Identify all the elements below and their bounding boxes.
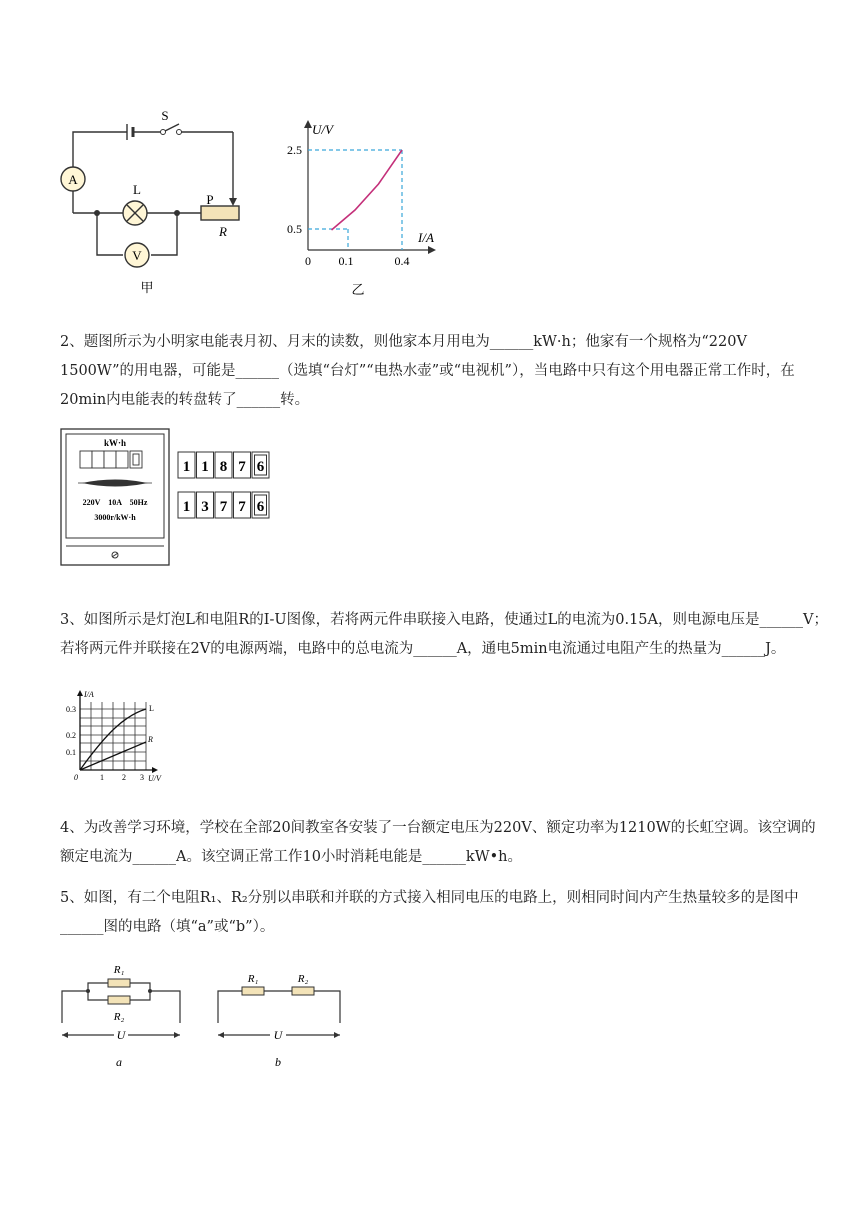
question-2 bbox=[60, 328, 830, 415]
x-tick-3-iu: 3 bbox=[140, 773, 144, 782]
rheostat-label: R bbox=[219, 224, 227, 239]
circuit-diagram-jia bbox=[55, 110, 265, 300]
r1-label-a: R₁ bbox=[113, 964, 125, 976]
caption-b: b bbox=[275, 1055, 281, 1069]
reading-end-digit: 7 bbox=[238, 499, 246, 515]
reading-start-digit: 6 bbox=[256, 459, 265, 475]
question-2-text: 2、题图所示为小明家电能表月初、月末的读数，则他家本月用电为______kW·h；他家有一个规格为“220V 1500W”的用电器，可能是______（选填“台灯”“电热水壶”或“电视机”），当电路中只有这个用电器正常工作时，在20min内电能表的转盘转了______转。 bbox=[60, 334, 795, 408]
question-3-text: 3、如图所示是灯泡L和电阻R的I-U图像，若将两元件串联接入电路，使通过L的电流为0.15A，则电源电压是______V；若将两元件并联接在2V的电源两端，电路中的总电流为______A，通电5min电流通过电阻产生的热量为______J。 bbox=[60, 612, 828, 657]
x-tick-0: 0 bbox=[305, 254, 311, 268]
y-tick-0-1: 0.1 bbox=[66, 748, 76, 757]
reading-end-digit: 7 bbox=[219, 499, 228, 515]
question-4-text: 4、为改善学习环境，学校在全部20间教室各安装了一台额定电压为220V、额定功率为1210W的长虹空调。该空调的额定电流为______A。该空调正常工作10小时消耗电能是______kW•h。 bbox=[60, 820, 816, 865]
question-5-text: 5、如图，有二个电阻R₁、R₂分别以串联和并联的方式接入相同电压的电路上，则相同时间内产生热量较多的是图中______图的电路（填“a”或“b”）。 bbox=[60, 890, 799, 935]
y-tick-0-5: 0.5 bbox=[287, 222, 302, 236]
reading-start-digit: 1 bbox=[182, 459, 191, 475]
reading-end-digit: 1 bbox=[182, 499, 191, 515]
meter-rating: 220V 10A 50Hz bbox=[82, 498, 148, 507]
question-4 bbox=[60, 814, 830, 872]
slider-label: P bbox=[206, 192, 214, 207]
x-tick-1-iu: 1 bbox=[100, 773, 104, 782]
circuit-b-series bbox=[214, 958, 344, 1070]
caption-jia: 甲 bbox=[140, 280, 154, 295]
reading-start-digit: 7 bbox=[238, 459, 246, 475]
reading-end-digit: 3 bbox=[201, 499, 209, 515]
x-tick-2-iu: 2 bbox=[122, 773, 126, 782]
y-tick-0-2: 0.2 bbox=[66, 731, 76, 740]
y-tick-2-5: 2.5 bbox=[287, 143, 302, 157]
r1-label-b: R₁ bbox=[247, 973, 259, 985]
u-label-b: U bbox=[273, 1028, 283, 1042]
meter-readings bbox=[176, 450, 272, 522]
reading-start-digit: 1 bbox=[201, 459, 209, 475]
u-i-curve bbox=[332, 150, 403, 230]
x-axis-label: I/A bbox=[418, 230, 434, 245]
reading-start-digit: 8 bbox=[219, 459, 228, 475]
electric-meter bbox=[60, 428, 170, 566]
curve-l-label: L bbox=[149, 704, 154, 713]
voltmeter-label: V bbox=[132, 248, 142, 263]
ammeter-label: A bbox=[68, 172, 78, 187]
lamp-label: L bbox=[133, 182, 141, 197]
x-axis-label-iu: U/V bbox=[148, 774, 161, 782]
x-tick-0-iu: 0 bbox=[74, 773, 78, 782]
switch-label: S bbox=[161, 110, 169, 123]
question-3 bbox=[60, 606, 830, 664]
x-tick-0-4: 0.4 bbox=[394, 254, 410, 268]
r2-label-b: R₂ bbox=[297, 973, 309, 985]
y-axis-label: U/V bbox=[312, 122, 333, 137]
r2-label-a: R₂ bbox=[113, 1011, 125, 1023]
line-r-label: R bbox=[148, 735, 153, 744]
y-tick-0-3: 0.3 bbox=[66, 705, 76, 714]
meter-constant: 3000r/kW·h bbox=[94, 513, 136, 522]
question-5 bbox=[60, 884, 830, 942]
x-tick-0-1: 0.1 bbox=[338, 254, 354, 268]
reading-start bbox=[178, 452, 269, 478]
caption-yi: 乙 bbox=[351, 282, 365, 297]
reading-end bbox=[178, 492, 269, 518]
meter-unit: kW·h bbox=[103, 438, 127, 448]
y-axis-label-iu: I/A bbox=[84, 690, 94, 699]
caption-a: a bbox=[116, 1055, 122, 1069]
u-i-graph-yi bbox=[278, 118, 448, 300]
i-u-graph bbox=[60, 690, 170, 782]
u-label-a: U bbox=[116, 1028, 126, 1042]
circuit-a-parallel bbox=[58, 958, 186, 1070]
reading-end-digit: 6 bbox=[256, 499, 265, 515]
